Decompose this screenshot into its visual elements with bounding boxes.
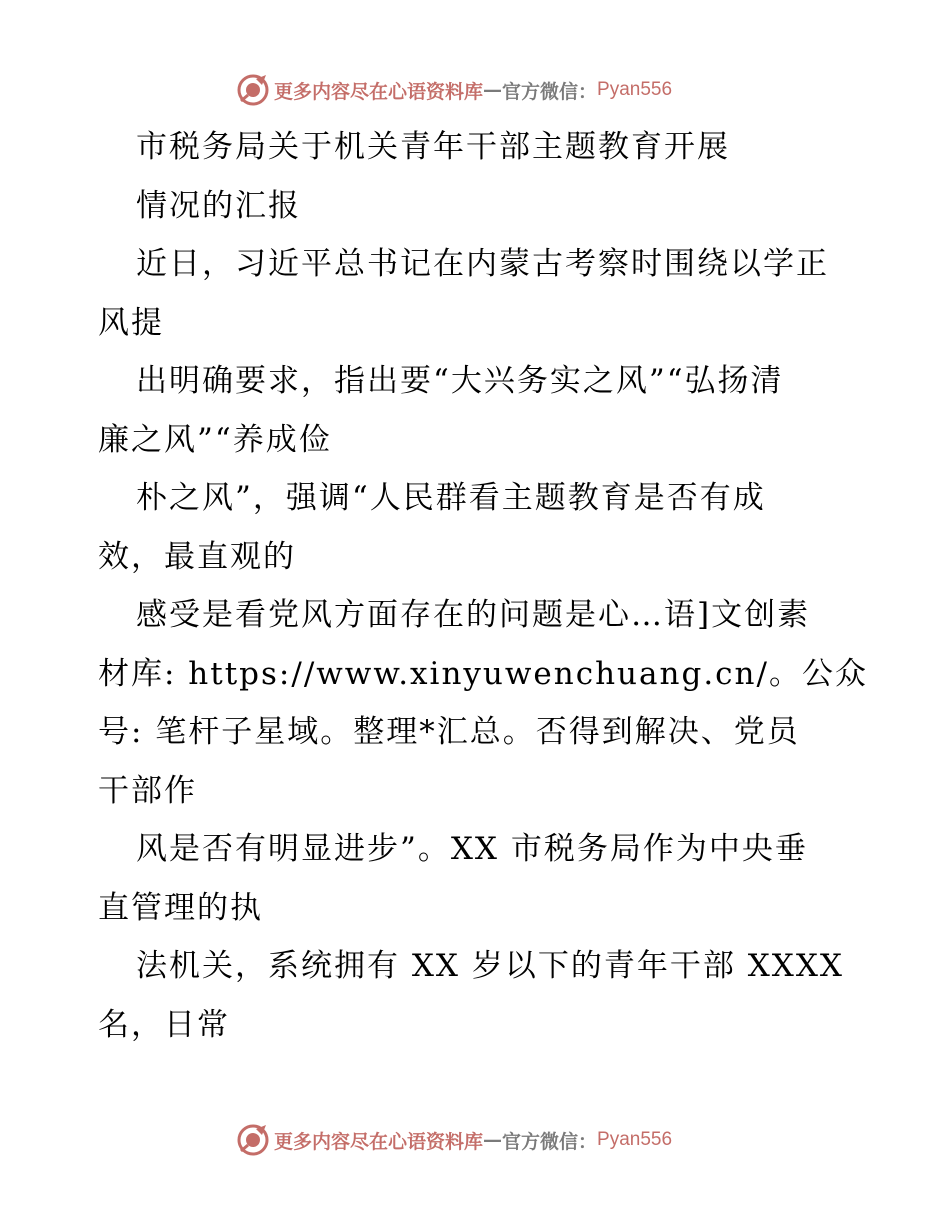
logo-icon [236,73,270,107]
logo-icon [236,1123,270,1157]
watermark-text: 更多内容尽在心语资料库 [274,80,484,103]
watermark-official: 官方微信： [502,80,598,103]
document-line: 廉之风”“养成俭 [98,421,332,458]
document-line: 干部作 [98,772,197,809]
watermark-dash: — [483,1129,503,1151]
document-line: 法机关，系统拥有 XX 岁以下的青年干部 XXXX [136,948,844,984]
document-line: 号: 笔杆子星域。整理*汇总。否得到解决、党员 [98,714,800,750]
document-body [98,118,868,1054]
watermark-official: 官方微信： [502,1130,598,1153]
watermark-id: Pyan556 [597,79,673,100]
document-line: 近日，习近平总书记在内蒙古考察时围绕以学正 [136,246,829,282]
watermark-dash: — [483,79,503,101]
document-line: 风是否有明显进步”。XX 市税务局作为中央垂 [136,831,808,867]
document-line: 情况的汇报 [136,187,301,224]
document-line: 直管理的执 [98,889,263,926]
document-line: 效，最直观的 [98,538,296,575]
document-line: 名，日常 [98,1006,230,1043]
document-line: 风提 [98,304,164,341]
watermark-footer [236,1122,672,1158]
document-line: 感受是看党风方面存在的问题是心…语]文创素 [136,597,811,633]
document-line: 材库: https://www.xinyuwenchuang.cn/。公众 [98,655,868,692]
watermark-id: Pyan556 [597,1129,673,1150]
watermark-header [236,72,672,108]
document-line: 市税务局关于机关青年干部主题教育开展 [136,129,730,165]
watermark-text: 更多内容尽在心语资料库 [274,1130,484,1153]
document-line: 朴之风”，强调“人民群看主题教育是否有成 [136,480,766,516]
document-line: 出明确要求，指出要“大兴务实之风”“弘扬清 [136,363,784,399]
